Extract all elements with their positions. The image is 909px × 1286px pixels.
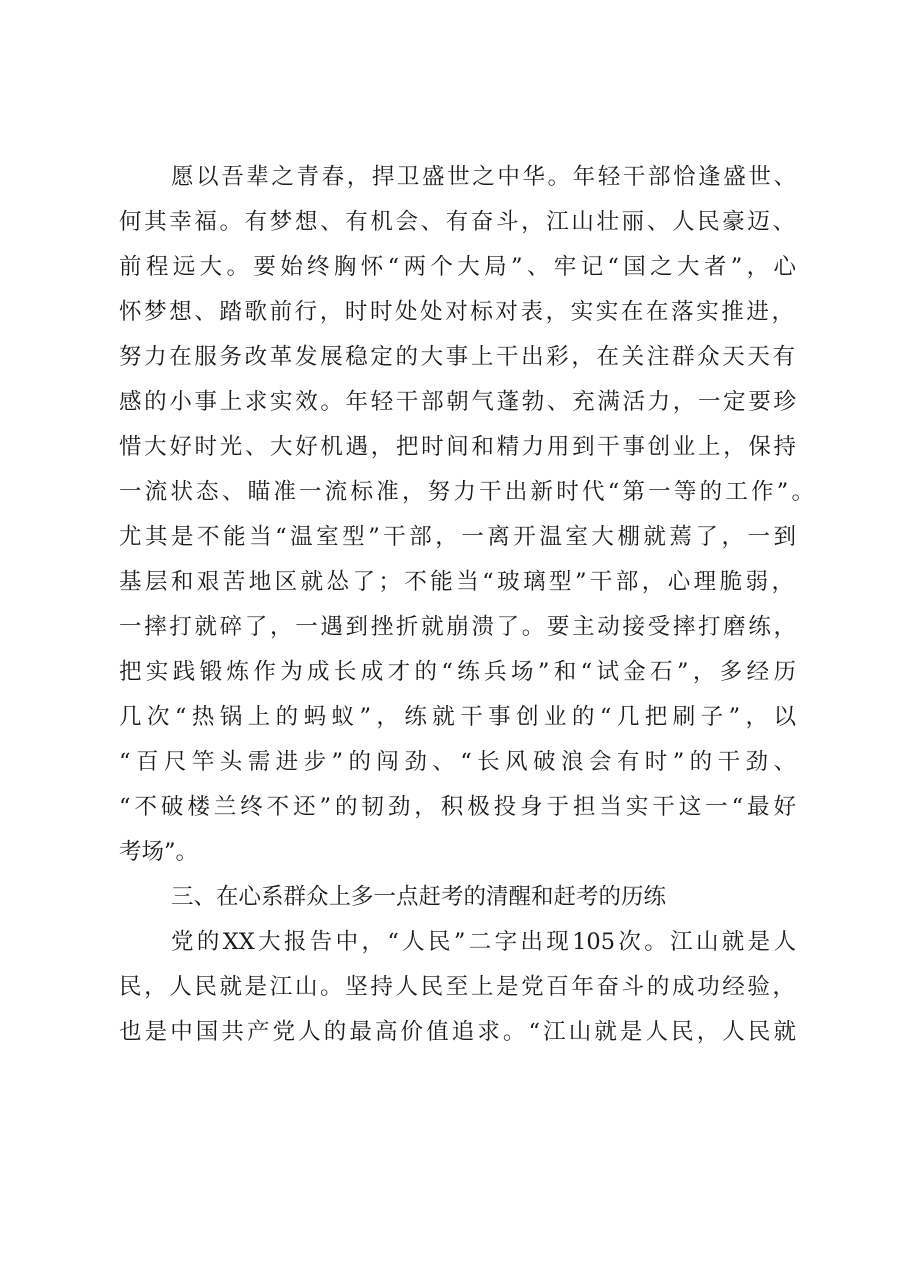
paragraph-1-line-4: 怀梦想、踏歌前行，时时处处对标对表，实实在在落实推进， [119,299,794,325]
paragraph-1-line-15: “不破楼兰终不还”的韧劲，积极投身于担当实干这一“最好 [119,794,796,820]
paragraph-1-line-12: 把实践锻炼作为成长成才的“练兵场”和“试金石”，多经历 [119,659,796,685]
paragraph-1-line-16: 考场”。 [119,839,199,865]
paragraph-1-line-1: 愿以吾辈之青春，捍卫盛世之中华。年轻干部恰逢盛世、 [171,164,796,190]
paragraph-1-line-7: 惜大好时光、大好机遇，把时间和精力用到干事创业上，保持 [119,434,796,460]
section-heading: 三、在心系群众上多一点赶考的清醒和赶考的历练 [171,884,667,910]
paragraph-3-line-2: 民，人民就是江山。坚持人民至上是党百年奋斗的成功经验， [119,974,795,1000]
paragraph-1-line-9: 尤其是不能当“温室型”干部，一离开温室大棚就蔫了，一到 [119,524,796,550]
paragraph-3-line-1: 党的XX大报告中，“人民”二字出现105次。江山就是人 [171,929,796,955]
paragraph-1-line-14: “百尺竿头需进步”的闯劲、“长风破浪会有时”的干劲、 [119,749,796,775]
paragraph-1-line-6: 感的小事上求实效。年轻干部朝气蓬勃、充满活力，一定要珍 [119,389,796,415]
paragraph-1-line-3: 前程远大。要始终胸怀“两个大局”、牢记“国之大者”，心 [119,254,796,280]
paragraph-1-line-5: 努力在服务改革发展稳定的大事上干出彩，在关注群众天天有 [119,344,795,370]
paragraph-1-line-10: 基层和艰苦地区就怂了；不能当“玻璃型”干部，心理脆弱， [119,569,794,595]
paragraph-1-line-13: 几次“热锅上的蚂蚁”，练就干事创业的“几把刷子”，以 [119,704,796,730]
paragraph-1-line-11: 一摔打就碎了，一遇到挫折就崩溃了。要主动接受摔打磨练， [119,614,796,640]
paragraph-1-line-2: 何其幸福。有梦想、有机会、有奋斗，江山壮丽、人民豪迈、 [119,209,795,235]
paragraph-1-line-8: 一流状态、瞄准一流标准，努力干出新时代“第一等的工作”。 [119,479,814,505]
paragraph-3-line-3: 也是中国共产党人的最高价值追求。“江山就是人民，人民就 [119,1019,796,1045]
